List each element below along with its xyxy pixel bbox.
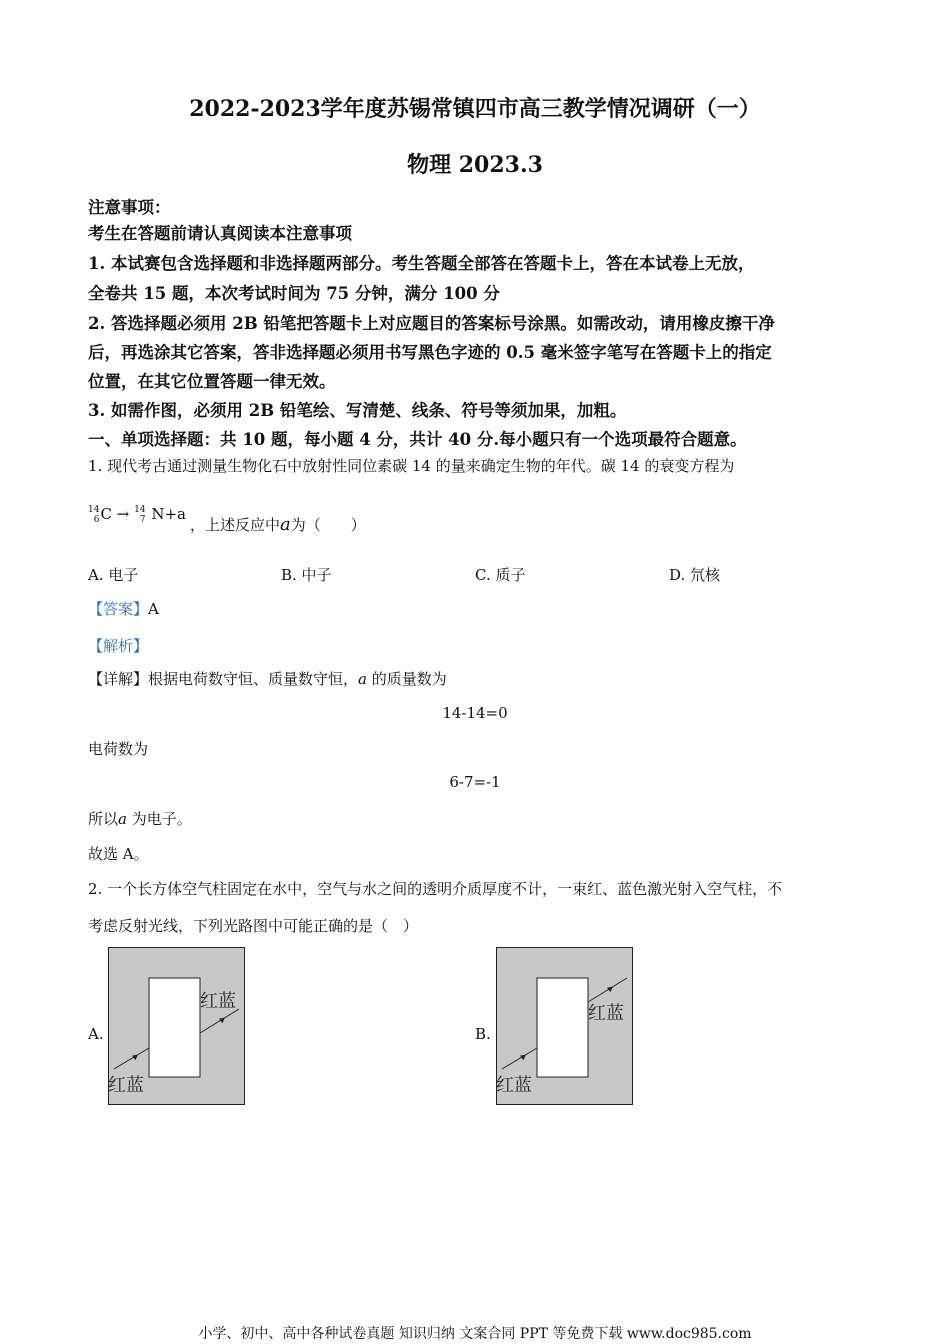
section1-heading: 一、单项选择题：共 10 题，每小题 4 分，共计 40 分.每小题只有一个选项最符合题意。 xyxy=(88,430,747,449)
analysis-tag: 【解析】 xyxy=(88,637,149,655)
label-in: 红蓝 xyxy=(108,1075,144,1096)
notice-item1-line2: 全卷共 15 题，本次考试时间为 75 分钟，满分 100 分 xyxy=(88,284,500,303)
nitrogen-symbol: N+a xyxy=(151,505,186,523)
conclusion-variable-a: a xyxy=(118,810,127,828)
notice-item1-line1: 1. 本试赛包含选择题和非选择题两部分。考生答题全部答在答题卡上，答在本试卷上无放， xyxy=(88,254,755,273)
q1-decay-equation xyxy=(88,505,186,525)
label-out: 红蓝 xyxy=(200,991,236,1012)
q2-option-a-label: A. xyxy=(88,1025,104,1043)
q1-equation-mass: 14-14=0 xyxy=(442,704,508,722)
q1-answer xyxy=(88,598,159,619)
q1-text-line2-suffix: 为（ ） xyxy=(290,516,366,534)
q1-option-d: D. 氘核 xyxy=(669,566,721,584)
label-out: 红蓝 xyxy=(588,1003,624,1024)
notice-intro: 考生在答题前请认真阅读本注意事项 xyxy=(88,224,352,243)
notice-item3: 3. 如需作图，必须用 2B 铅笔绘、写清楚、线条、符号等须加果，加粗。 xyxy=(88,401,627,420)
detail-text-prefix: 根据电荷数守恒、质量数守恒， xyxy=(148,670,359,688)
detail-variable-a: a xyxy=(358,670,367,688)
q1-text-line2 xyxy=(190,514,366,535)
page-footer: 小学、初中、高中各种试卷真题 知识归纳 文案合同 PPT 等免费下载 www.doc985.com xyxy=(198,1326,752,1342)
q1-conclusion xyxy=(88,808,192,829)
notice-item2-line2: 后，再选涂其它答案，答非选择题必须用书写黑色字迹的 0.5 毫米签字笔写在答题卡上的指定 xyxy=(88,343,772,362)
q1-variable-a: a xyxy=(280,514,291,535)
notice-heading: 注意事项： xyxy=(88,198,171,217)
nitrogen-atomic-number: 7 xyxy=(139,515,146,525)
answer-tag: 【答案】 xyxy=(88,600,149,618)
label-in: 红蓝 xyxy=(496,1075,532,1096)
q1-charge-label: 电荷数为 xyxy=(88,740,149,758)
q2-text-line1: 2. 一个长方体空气柱固定在水中，空气与水之间的透明介质厚度不计，一束红、蓝色激光射入空气柱，不 xyxy=(88,880,783,898)
page-subtitle: 物理 2023.3 xyxy=(407,152,543,178)
q1-detail xyxy=(88,668,447,689)
q1-option-a: A. 电子 xyxy=(88,566,139,584)
q1-equation-charge: 6-7=-1 xyxy=(449,773,501,791)
carbon-symbol: C xyxy=(100,505,112,523)
nitrogen-mass-number: 14 xyxy=(134,505,146,515)
q1-text-line1: 1. 现代考古通过测量生物化石中放射性同位素碳 14 的量来确定生物的年代。碳 14 的衰变方程为 xyxy=(88,457,735,475)
conclusion-prefix: 所以 xyxy=(88,810,119,828)
notice-item2-line1: 2. 答选择题必须用 2B 铅笔把答题卡上对应题目的答案标号涂黑。如需改动，请用橡皮擦干净 xyxy=(88,314,775,333)
nitrogen-isotope-indices xyxy=(134,505,145,525)
q2-diagram-b xyxy=(496,947,633,1105)
q2-option-b-label: B. xyxy=(475,1025,491,1043)
carbon-mass-number: 14 xyxy=(88,505,100,515)
q1-option-b: B. 中子 xyxy=(281,566,332,584)
q1-text-line2-prefix: ，上述反应中 xyxy=(190,516,281,534)
carbon-atomic-number: 6 xyxy=(93,515,100,525)
q2-diagram-a xyxy=(108,947,245,1105)
detail-text-suffix: 的质量数为 xyxy=(366,670,447,688)
reaction-arrow: → xyxy=(116,505,130,523)
answer-value: A xyxy=(148,600,159,618)
notice-item2-line3: 位置，在其它位置答题一律无效。 xyxy=(88,372,336,391)
air-column xyxy=(537,978,588,1077)
air-column xyxy=(149,978,200,1077)
page-title: 2022-2023学年度苏锡常镇四市高三教学情况调研（一） xyxy=(189,96,761,122)
conclusion-suffix: 为电子。 xyxy=(126,810,192,828)
q1-choice: 故选 A。 xyxy=(88,845,149,863)
carbon-isotope-indices xyxy=(88,505,99,525)
q2-text-line2: 考虑反射光线，下列光路图中可能正确的是（ ） xyxy=(88,917,419,935)
detail-tag: 【详解】 xyxy=(88,670,149,688)
q1-option-c: C. 质子 xyxy=(475,566,526,584)
